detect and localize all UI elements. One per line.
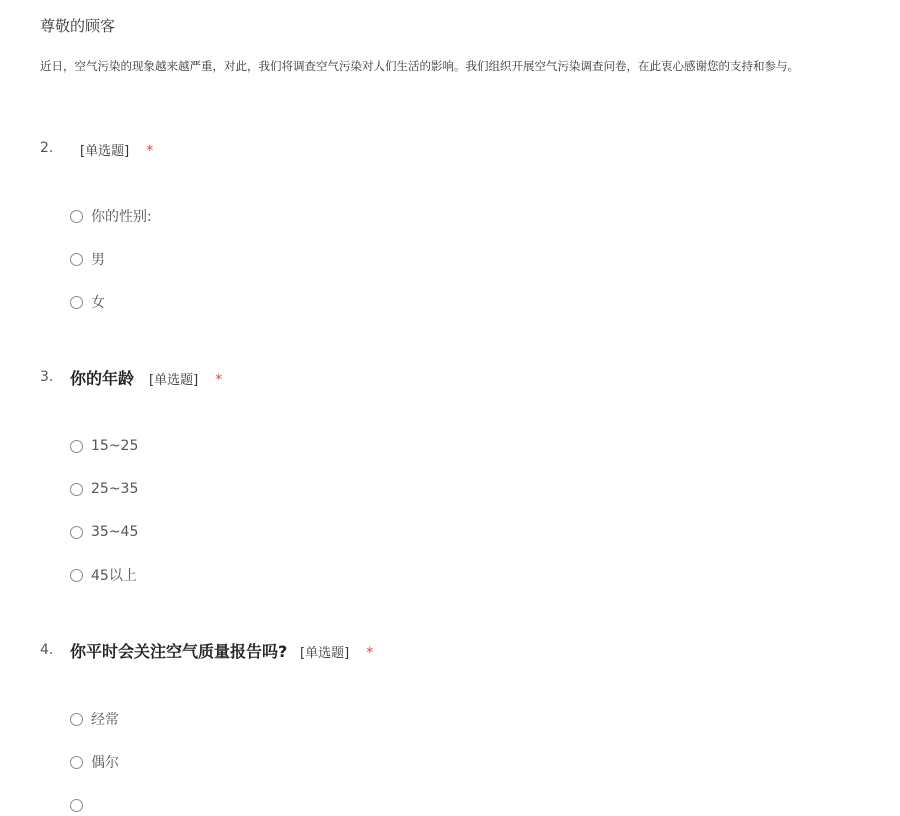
required-marker: * xyxy=(215,372,223,388)
option-label: 女 xyxy=(91,295,105,311)
question-header xyxy=(40,137,880,161)
option-label: 你的性别: xyxy=(91,209,152,225)
question-2 xyxy=(40,137,880,311)
radio-button[interactable] xyxy=(70,253,83,266)
question-header xyxy=(40,366,880,390)
option-gender-prompt[interactable] xyxy=(70,205,152,227)
radio-button[interactable] xyxy=(70,210,83,223)
question-meta xyxy=(80,140,153,159)
question-type-label: [单选题] xyxy=(300,646,350,661)
question-number: 3. xyxy=(40,369,54,385)
option-age-25-35[interactable] xyxy=(70,478,138,500)
question-meta xyxy=(300,642,373,661)
option-label: 男 xyxy=(91,252,105,268)
required-marker: * xyxy=(366,645,374,661)
option-age-45-plus[interactable] xyxy=(70,564,137,586)
question-type-label: [单选题] xyxy=(80,144,130,159)
radio-button[interactable] xyxy=(70,526,83,539)
question-3 xyxy=(40,366,880,584)
radio-button[interactable] xyxy=(70,296,83,309)
option-age-15-25[interactable] xyxy=(70,435,138,457)
radio-button[interactable] xyxy=(70,756,83,769)
radio-button[interactable] xyxy=(70,440,83,453)
question-header xyxy=(40,639,880,663)
option-often[interactable] xyxy=(70,708,119,730)
question-number: 2. xyxy=(40,140,54,156)
option-label: 偶尔 xyxy=(91,755,119,771)
required-marker: * xyxy=(146,143,154,159)
survey-intro-text: 近日，空气污染的现象越来越严重，对此，我们将调查空气污染对人们生活的影响。我们组织开展空气污染调查问卷，在此衷心感谢您的支持和参与。 xyxy=(40,59,799,73)
question-number: 4. xyxy=(40,642,54,658)
option-label: 45以上 xyxy=(91,568,137,584)
option-occasionally[interactable] xyxy=(70,751,119,773)
question-title: 你的年龄 xyxy=(70,369,135,388)
radio-button[interactable] xyxy=(70,483,83,496)
survey-intro-title: 尊敬的顾客 xyxy=(40,17,116,35)
option-male[interactable] xyxy=(70,248,105,270)
question-4 xyxy=(40,639,880,771)
option-label: 15~25 xyxy=(91,438,139,454)
option-label: 25~35 xyxy=(91,481,139,497)
option-label: 经常 xyxy=(91,712,119,728)
radio-button[interactable] xyxy=(70,713,83,726)
question-title: 你平时会关注空气质量报告吗? xyxy=(70,642,288,661)
option-label: 35~45 xyxy=(91,524,139,540)
radio-button[interactable] xyxy=(70,569,83,582)
question-meta xyxy=(149,369,222,388)
option-cut-off[interactable] xyxy=(70,794,91,816)
radio-button[interactable] xyxy=(70,799,83,812)
question-type-label: [单选题] xyxy=(149,373,199,388)
option-age-35-45[interactable] xyxy=(70,521,138,543)
option-female[interactable] xyxy=(70,291,105,313)
